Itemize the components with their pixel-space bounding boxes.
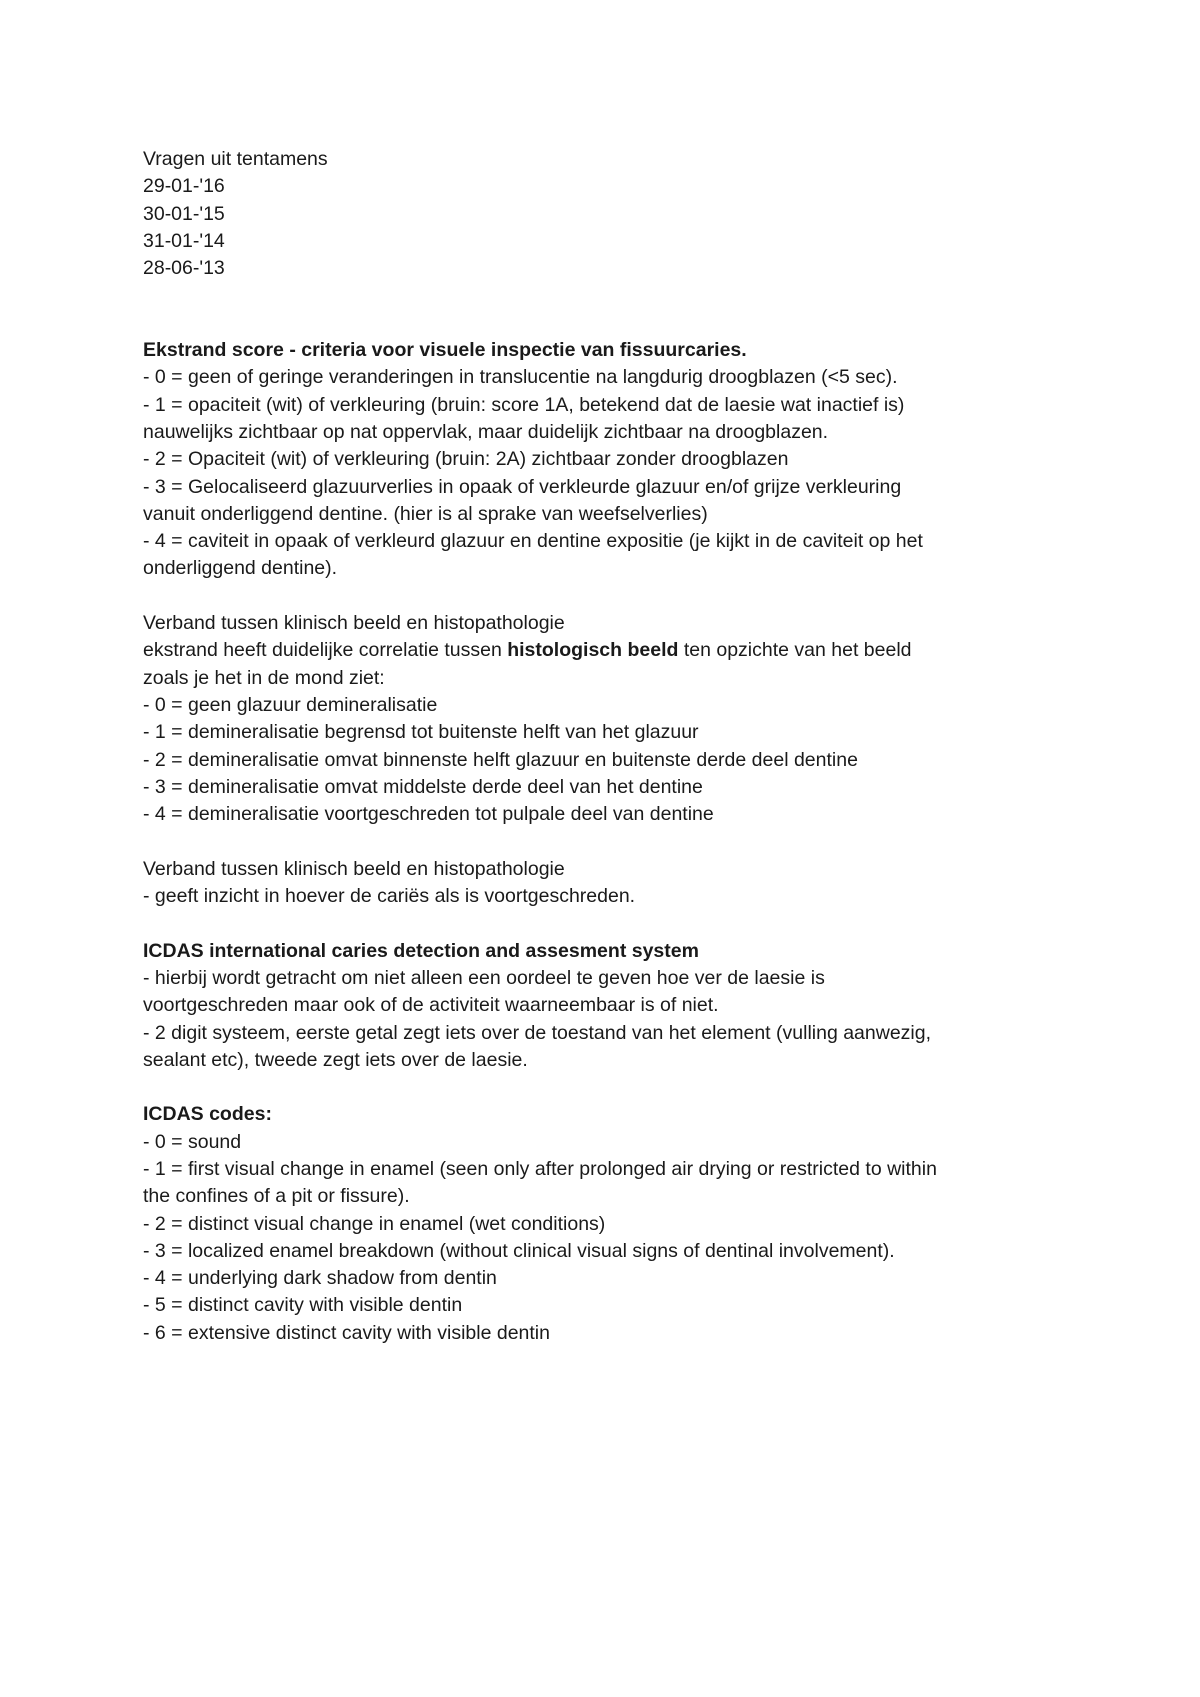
list-item: sealant etc), tweede zegt iets over de laesie.: [143, 1048, 528, 1071]
list-item: - 2 = Opaciteit (wit) of verkleuring (bruin: 2A) zichtbaar zonder droogblazen: [143, 448, 789, 471]
list-item: - 4 = caviteit in opaak of verkleurd glazuur en dentine expositie (je kijkt in de caviteit op het: [143, 530, 923, 553]
document-page: [143, 146, 1073, 1347]
list-item: - 4 = underlying dark shadow from dentin: [143, 1267, 497, 1290]
exam-date: 30-01-'15: [143, 202, 225, 225]
list-item: - 0 = geen glazuur demineralisatie: [143, 693, 438, 716]
document-title: Vragen uit tentamens: [143, 148, 328, 170]
list-item: - geeft inzicht in hoever de cariës als is voortgeschreden.: [143, 885, 636, 908]
list-item: - 3 = demineralisatie omvat middelste derde deel van het dentine: [143, 775, 703, 798]
section-heading: ICDAS international caries detection and assesment system: [143, 939, 699, 962]
list-item: nauwelijks zichtbaar op nat oppervlak, maar duidelijk zichtbaar na droogblazen.: [143, 420, 829, 443]
exam-date: 28-06-'13: [143, 257, 225, 280]
exam-date: 31-01-'14: [143, 229, 225, 252]
list-item: vanuit onderliggend dentine. (hier is al sprake van weefselverlies): [143, 502, 708, 525]
histopathology-section-2: [143, 856, 1073, 911]
list-item: - hierbij wordt getracht om niet alleen een oordeel te geven hoe ver de laesie is: [143, 966, 825, 989]
icdas-section: [143, 938, 1073, 1074]
exam-date: 29-01-'16: [143, 175, 225, 198]
list-item: - 1 = demineralisatie begrensd tot buitenste helft van het glazuur: [143, 721, 699, 744]
list-item: - 3 = localized enamel breakdown (without clinical visual signs of dentinal involvement).: [143, 1239, 895, 1262]
list-item: - 6 = extensive distinct cavity with visible dentin: [143, 1321, 550, 1344]
ekstrand-section: [143, 337, 1073, 583]
histopathology-section: [143, 610, 1073, 828]
list-item: - 2 = distinct visual change in enamel (wet conditions): [143, 1212, 606, 1235]
icdas-codes-section: [143, 1101, 1073, 1347]
list-item: - 3 = Gelocaliseerd glazuurverlies in opaak of verkleurde glazuur en/of grijze verkleuring: [143, 475, 902, 498]
intro-text: ten opzichte van het beeld: [678, 639, 912, 662]
list-item: - 1 = opaciteit (wit) of verkleuring (bruin: score 1A, betekend dat de laesie wat inactief is): [143, 393, 905, 416]
list-item: - 0 = sound: [143, 1130, 242, 1153]
list-item: - 0 = geen of geringe veranderingen in translucentie na langdurig droogblazen (<5 sec).: [143, 366, 898, 389]
list-item: the confines of a pit or fissure).: [143, 1185, 410, 1208]
list-item: voortgeschreden maar ook of de activiteit waarneembaar is of niet.: [143, 994, 719, 1017]
list-item: onderliggend dentine).: [143, 557, 338, 580]
section-heading: Ekstrand score - criteria voor visuele inspectie van fissuurcaries.: [143, 339, 747, 362]
section-heading: Verband tussen klinisch beeld en histopathologie: [143, 857, 565, 880]
intro-paragraph: zoals je het in de mond ziet:: [143, 666, 385, 689]
intro-bold-text: histologisch beeld: [507, 639, 679, 662]
document-header: [143, 146, 1073, 282]
intro-text: ekstrand heeft duidelijke correlatie tussen: [143, 639, 508, 662]
list-item: - 4 = demineralisatie voortgeschreden tot pulpale deel van dentine: [143, 803, 714, 826]
list-item: - 1 = first visual change in enamel (seen only after prolonged air drying or restricted to within: [143, 1157, 937, 1180]
list-item: - 2 = demineralisatie omvat binnenste helft glazuur en buitenste derde deel dentine: [143, 748, 858, 771]
intro-paragraph: [143, 637, 1073, 664]
section-heading: Verband tussen klinisch beeld en histopathologie: [143, 612, 565, 635]
list-item: - 5 = distinct cavity with visible dentin: [143, 1294, 463, 1317]
section-heading: ICDAS codes:: [143, 1103, 272, 1126]
list-item: - 2 digit systeem, eerste getal zegt iets over de toestand van het element (vulling aanwezig,: [143, 1021, 932, 1044]
